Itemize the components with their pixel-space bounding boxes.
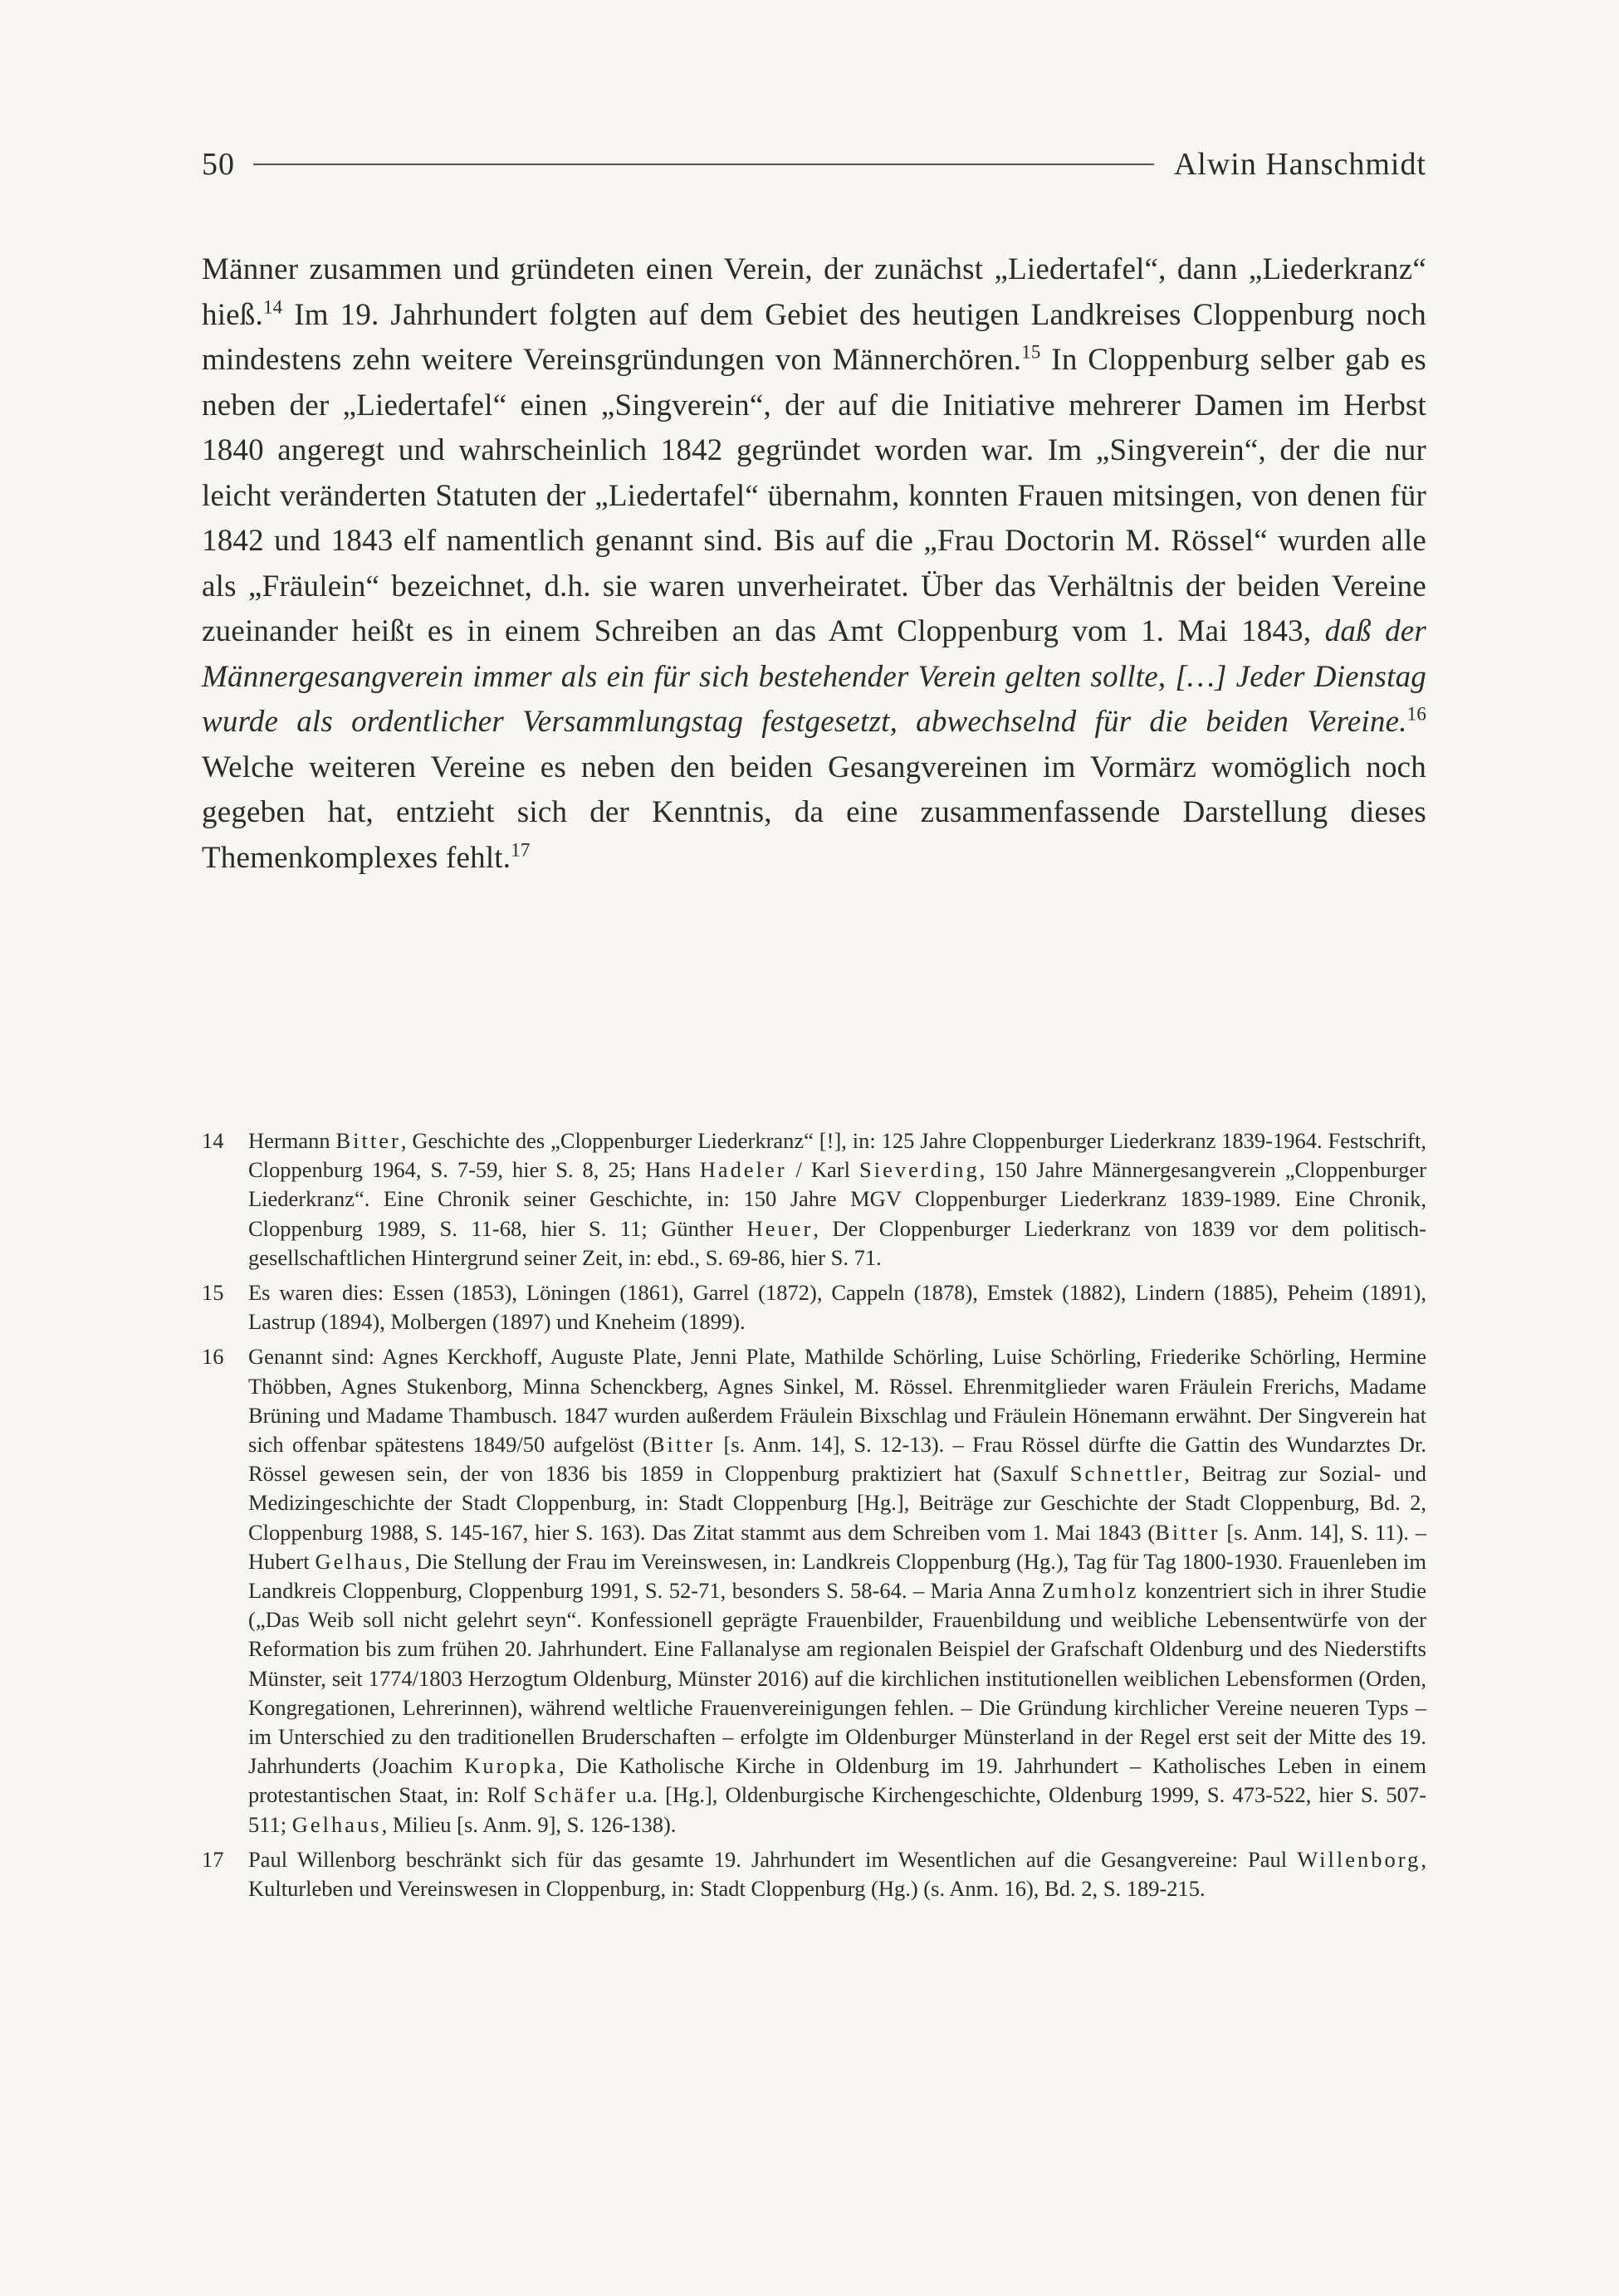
running-head bbox=[202, 139, 1426, 189]
footnote-16 bbox=[202, 1342, 1426, 1839]
author-name: Gelhaus bbox=[315, 1548, 405, 1574]
footnote-segment: [s. Anm. 14], S. 11). – Hubert bbox=[248, 1519, 1426, 1574]
footnote-segment: Hermann bbox=[248, 1128, 336, 1153]
footnote-segment: [s. Anm. 14], S. 12-13). – Frau Rössel dürfte die Gattin des Wundarztes Dr. Rössel gewesen sein, der von 1836 bis 1859 in Cloppenburg praktiziert hat (Saxulf bbox=[248, 1432, 1426, 1487]
footnote-ref-17[interactable]: 17 bbox=[511, 839, 531, 861]
footnote-segment: , Kulturleben und Vereinswesen in Cloppenburg, in: Stadt Cloppenburg (Hg.) (s. Anm. 16), Bd. 2, S. 189-215. bbox=[248, 1846, 1426, 1902]
footnote-segment: , Die Katholische Kirche in Oldenburg im 19. Jahrhundert – Katholisches Leben in einem protestantischen Staat, in: Rolf bbox=[248, 1753, 1426, 1808]
author-name: Bitter bbox=[335, 1128, 401, 1153]
footnote-segment: , Der Cloppenburger Liederkranz von 1839 vor dem politisch-gesellschaftlichen Hintergrund seiner Zeit, in: ebd., S. 69-86, hier S. 71. bbox=[248, 1215, 1426, 1270]
footnote-segment: , 150 Jahre Männergesangverein „Cloppenburger Liederkranz“. Eine Chronik seiner Geschichte, in: 150 Jahre MGV Cloppenburger Liederkranz 1839-1989. Eine Chronik, Cloppenburg 1989, S. 11-68, hier S. 11; Günther bbox=[248, 1157, 1426, 1241]
body-text-segment: Welche weiteren Vereine es neben den beiden Gesangvereinen im Vormärz womöglich noch gegeben hat, entzieht sich der Kenntnis, da eine zusammenfassende Darstellung dieses Themenkomplexes fehlt. bbox=[202, 750, 1426, 875]
author-name: Willenborg bbox=[1297, 1846, 1421, 1872]
footnote-number: 15 bbox=[202, 1280, 224, 1306]
footnote-segment: konzentriert sich in ihrer Studie („Das Weib soll nicht gelehrt seyn“. Konfessionell geprägte Frauenbilder, Frauenbildung und weibliche Lebensentwürfe von der Reformation bis zum frühen 20. Jahrhundert. Eine Fallanalyse am regionalen Beispiel der Grafschaft Oldenburg und des Niederstifts Münster, seit 1774/1803 Herzogtum Oldenburg, Münster 2016) auf die kirchlichen institutionellen weiblichen Lebensformen (Orden, Kongregationen, Lehrerinnen), während weltliche Frauenvereinigungen fehlen. – Die Gründung kirchlicher Vereine neueren Typs – im Unterschied zu den traditionellen Bruderschaften – erfolgte im Oldenburger Münsterland in der Regel erst seit der Mitte des 19. Jahrhunderts (Joachim bbox=[248, 1578, 1426, 1779]
footnote-number: 16 bbox=[202, 1344, 224, 1370]
main-text bbox=[202, 247, 1426, 881]
author-name: Sieverding bbox=[858, 1157, 980, 1183]
footnote-segment: , Milieu [s. Anm. 9], S. 126-138). bbox=[381, 1811, 677, 1837]
footnote-number: 17 bbox=[202, 1846, 224, 1872]
author-name: Gelhaus bbox=[291, 1811, 382, 1837]
footnote-text: Es waren dies: Essen (1853), Löningen (1861), Garrel (1872), Cappeln (1878), Emstek (1882), Lindern (1885), Peheim (1891), Lastrup (1894), Molbergen (1897) und Kneheim (1899). bbox=[248, 1280, 1426, 1335]
footnote-15 bbox=[202, 1278, 1426, 1336]
author-name: Hadeler bbox=[699, 1157, 787, 1183]
author-name: Zumholz bbox=[1041, 1578, 1139, 1604]
author-name: Heuer bbox=[746, 1215, 814, 1241]
author-name: Bitter bbox=[1155, 1519, 1220, 1545]
footnote-ref-14[interactable]: 14 bbox=[262, 296, 283, 318]
footnote-segment: Genannt sind: Agnes Kerckhoff, Auguste Plate, Jenni Plate, Mathilde Schörling, Luise Schörling, Friederike Schörling, Hermine Thöbben, Agnes Stukenborg, Minna Schenckberg, Agnes Sinkel, M. Rössel. Ehrenmitglieder waren Fräulein Frerichs, Madame Brüning und Madame Thambusch. 1847 wurden außerdem Fräulein Bixschlag und Fräulein Hönemann erwähnt. Der Singverein hat sich offenbar spätestens 1849/50 aufgelöst ( bbox=[248, 1344, 1426, 1458]
body-paragraph bbox=[202, 247, 1426, 881]
footnote-14 bbox=[202, 1126, 1426, 1273]
page-number: 50 bbox=[202, 147, 235, 182]
footnote-text bbox=[248, 1126, 1426, 1273]
footnotes-section bbox=[202, 1126, 1426, 1909]
footnote-segment: / Karl bbox=[786, 1157, 859, 1183]
footnote-number: 14 bbox=[202, 1128, 224, 1153]
footnote-17 bbox=[202, 1845, 1426, 1903]
footnote-text bbox=[248, 1342, 1426, 1839]
footnote-segment: Paul Willenborg beschränkt sich für das gesamte 19. Jahrhundert im Wesentlichen auf die Gesangvereine: Paul bbox=[248, 1846, 1298, 1872]
header-rule bbox=[253, 164, 1154, 165]
footnote-segment: u.a. [Hg.], Oldenburgische Kirchengeschichte, Oldenburg 1999, S. 473-522, hier S. 507-511; bbox=[248, 1782, 1426, 1837]
author-name: Kuropka bbox=[464, 1753, 559, 1779]
body-text-segment: Männer zusammen und gründeten einen Verein, der zunächst „Liedertafel“, dann „Liederkranz“ hieß. bbox=[202, 252, 1426, 332]
italic-quotation: daß der Männergesangverein immer als ein für sich bestehender Verein gelten sollte, […] Jeder Dienstag wurde als ordentlicher Versammlungstag festgesetzt, abwechselnd für die beiden Vereine. bbox=[202, 614, 1426, 739]
author-name: Schnettler bbox=[1069, 1461, 1185, 1487]
running-head-author: Alwin Hanschmidt bbox=[1173, 147, 1426, 182]
body-text-segment: Im 19. Jahrhundert folgten auf dem Gebiet des heutigen Landkreises Cloppenburg noch mindestens zehn weitere Vereinsgründungen von Männerchören. bbox=[202, 297, 1426, 377]
footnote-segment: , Geschichte des „Cloppenburger Liederkranz“ [!], in: 125 Jahre Cloppenburger Liederkranz 1839-1964. Festschrift, Cloppenburg 1964, S. 7-59, hier S. 8, 25; Hans bbox=[248, 1128, 1426, 1183]
footnote-text bbox=[248, 1845, 1426, 1903]
footnote-ref-16[interactable]: 16 bbox=[1406, 703, 1426, 725]
author-name: Bitter bbox=[649, 1432, 716, 1458]
footnote-segment: , Beitrag zur Sozial- und Medizingeschichte der Stadt Cloppenburg, in: Stadt Cloppenburg [Hg.], Beiträge zur Geschichte der Stadt Cloppenburg, Bd. 2, Cloppenburg 1988, S. 145-167, hier S. 163). Das Zitat stammt aus dem Schreiben vom 1. Mai 1843 ( bbox=[248, 1461, 1426, 1545]
footnote-ref-15[interactable]: 15 bbox=[1021, 341, 1041, 363]
footnote-segment: , Die Stellung der Frau im Vereinswesen, in: Landkreis Cloppenburg (Hg.), Tag für Tag 1800-1930. Frauenleben im Landkreis Cloppenburg, Cloppenburg 1991, S. 52-71, besonders S. 58-64. – Maria Anna bbox=[248, 1548, 1426, 1604]
body-text-segment: In Cloppenburg selber gab es neben der „Liedertafel“ einen „Singverein“, der auf die Initiative mehrerer Damen im Herbst 1840 angeregt und wahrscheinlich 1842 gegründet worden war. Im „Singverein“, der die nur leicht veränderten Statuten der „Liedertafel“ übernahm, konnten Frauen mitsingen, von denen für 1842 und 1843 elf namentlich genannt sind. Bis auf die „Frau Doctorin M. Rössel“ wurden alle als „Fräulein“ bezeichnet, d.h. sie waren unverheiratet. Über das Verhältnis der beiden Vereine zueinander heißt es in einem Schreiben an das Amt Cloppenburg vom 1. Mai 1843, bbox=[202, 343, 1427, 648]
author-name: Schäfer bbox=[533, 1782, 619, 1808]
